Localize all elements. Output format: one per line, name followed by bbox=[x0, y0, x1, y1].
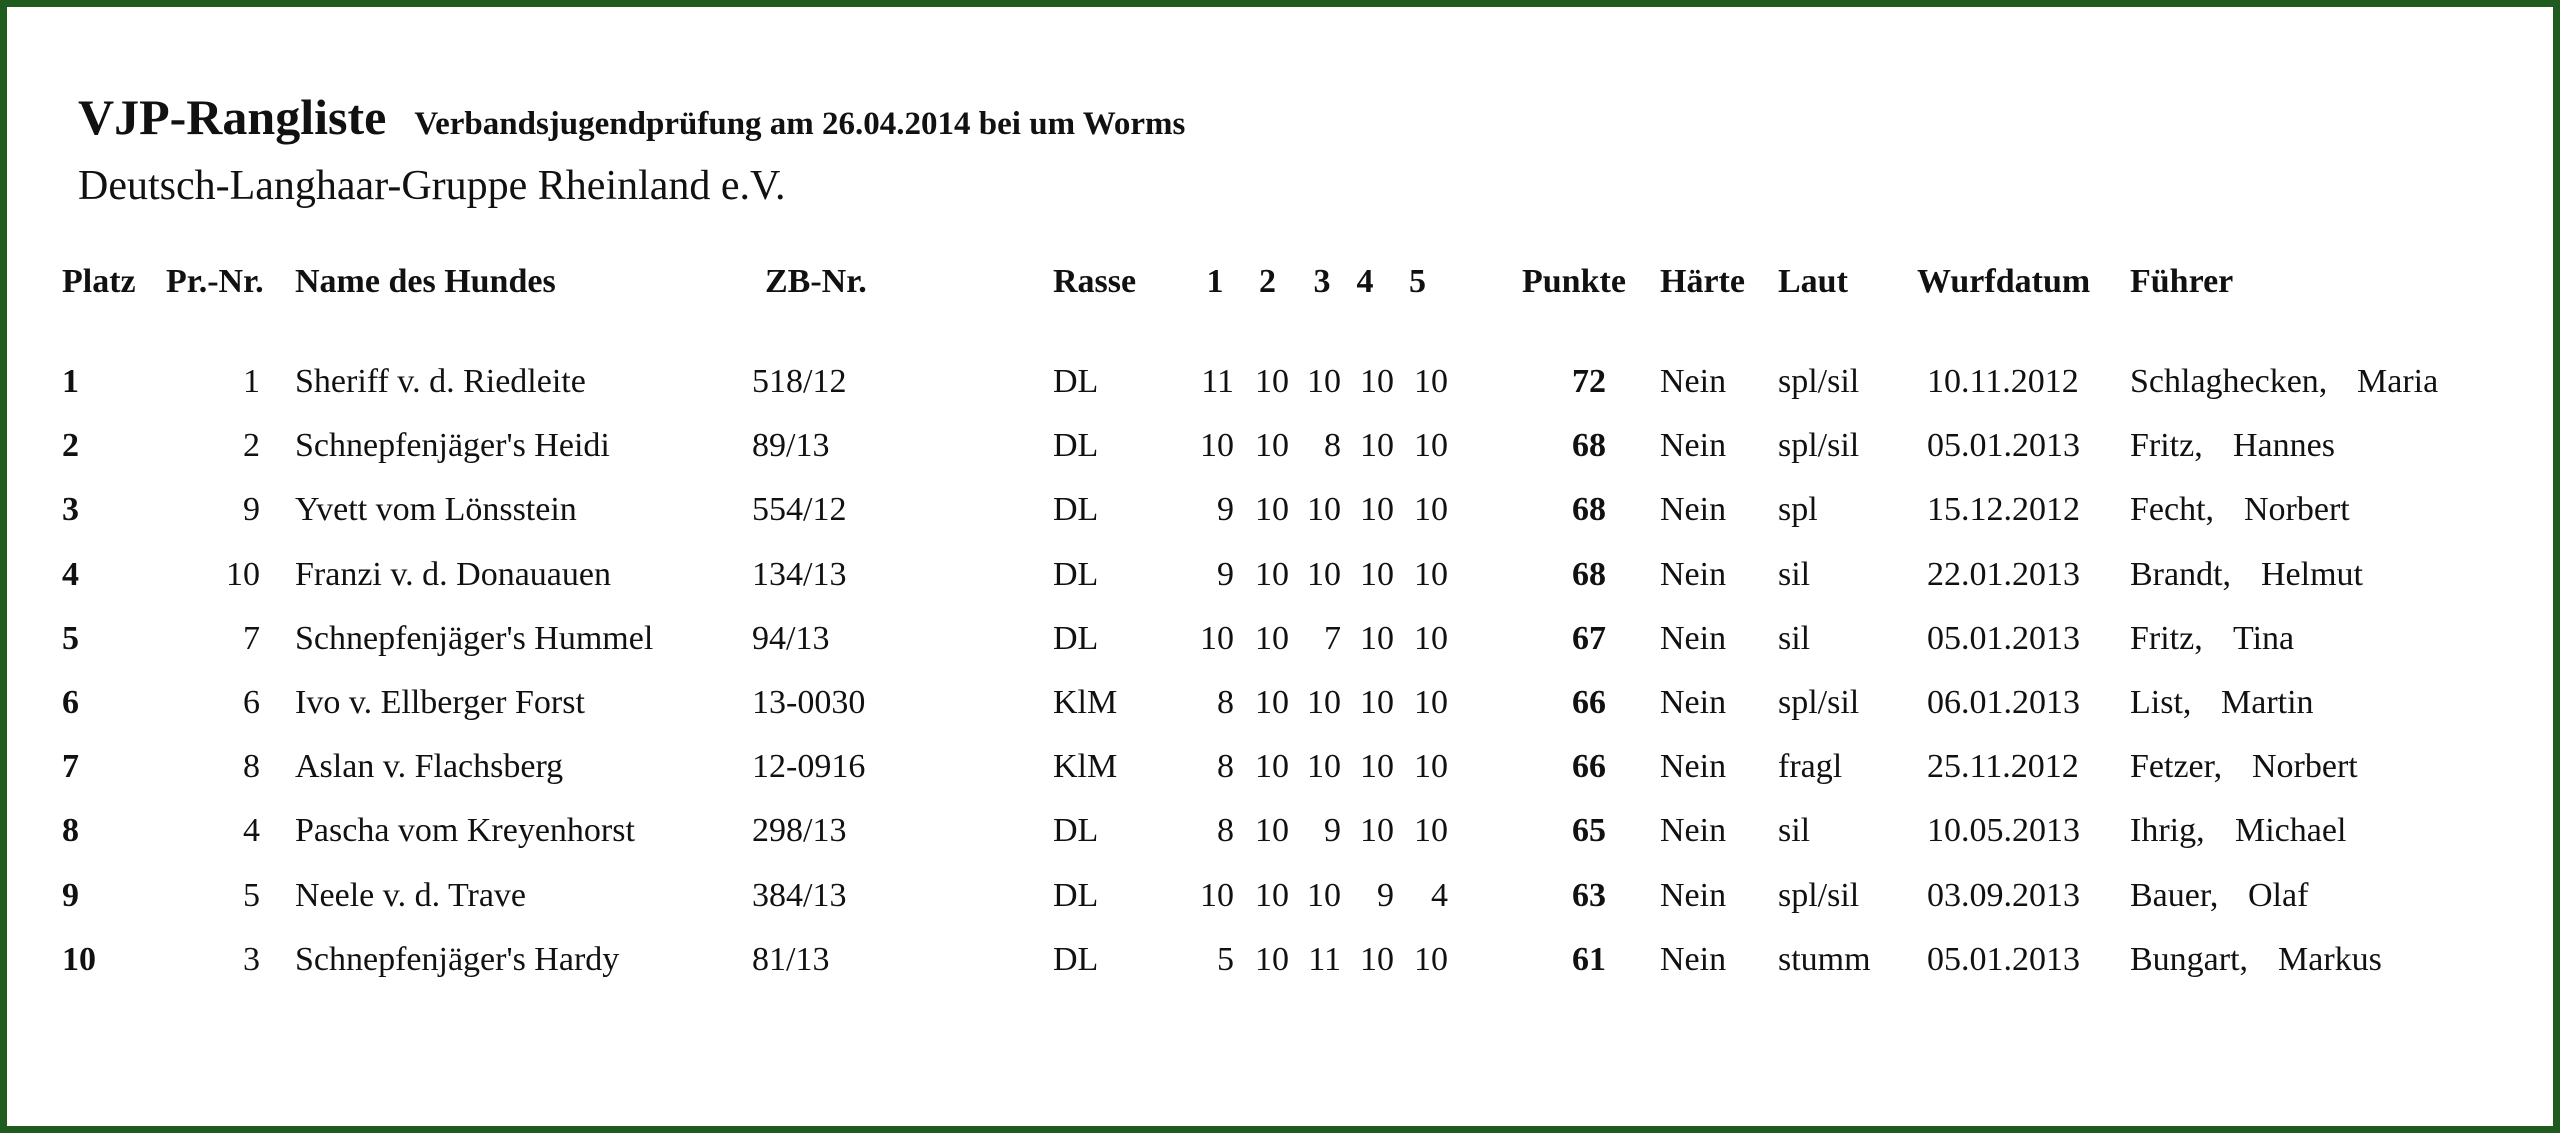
cell-f3: 10 bbox=[1307, 556, 1341, 593]
cell-fuehrer-first: Maria bbox=[2357, 363, 2439, 400]
cell-fuehrer-last: Bungart, bbox=[2130, 941, 2249, 978]
cell-f4: 10 bbox=[1360, 812, 1394, 849]
column-header-zbnr: ZB-Nr. bbox=[765, 263, 867, 300]
cell-fuehrer-last: Schlaghecken, bbox=[2130, 363, 2328, 400]
cell-f2: 10 bbox=[1255, 748, 1289, 785]
cell-punkte: 66 bbox=[1572, 748, 1606, 785]
cell-f3: 11 bbox=[1308, 941, 1341, 978]
cell-platz: 6 bbox=[62, 684, 79, 721]
column-header-wurfdatum: Wurfdatum bbox=[1917, 263, 2091, 300]
cell-f4: 10 bbox=[1360, 684, 1394, 721]
column-header-fuehrer: Führer bbox=[2130, 263, 2234, 300]
cell-wurfdatum: 10.05.2013 bbox=[1927, 812, 2080, 849]
cell-fuehrer-last: Brandt, bbox=[2130, 556, 2232, 593]
cell-haerte: Nein bbox=[1660, 556, 1727, 593]
cell-laut: fragl bbox=[1778, 748, 1843, 785]
cell-platz: 2 bbox=[62, 427, 79, 464]
cell-rasse: DL bbox=[1053, 941, 1099, 978]
cell-laut: sil bbox=[1778, 620, 1811, 657]
cell-f1: 8 bbox=[1217, 748, 1234, 785]
column-header-rasse: Rasse bbox=[1053, 263, 1137, 300]
cell-fuehrer-first: Olaf bbox=[2248, 877, 2309, 914]
cell-fuehrer-first: Helmut bbox=[2261, 556, 2363, 593]
column-header-haerte: Härte bbox=[1660, 263, 1745, 300]
cell-f1: 10 bbox=[1200, 427, 1234, 464]
cell-f2: 10 bbox=[1255, 812, 1289, 849]
cell-zbnr: 89/13 bbox=[752, 427, 830, 464]
cell-haerte: Nein bbox=[1660, 812, 1727, 849]
cell-fuehrer-last: Fritz, bbox=[2130, 620, 2203, 657]
cell-prnr: 3 bbox=[243, 941, 260, 978]
cell-laut: spl/sil bbox=[1778, 363, 1860, 400]
cell-f5: 10 bbox=[1414, 812, 1448, 849]
cell-rasse: DL bbox=[1053, 363, 1099, 400]
cell-fuehrer-last: Fecht, bbox=[2130, 491, 2215, 528]
cell-name: Aslan v. Flachsberg bbox=[295, 748, 564, 785]
column-header-f1: 1 bbox=[1206, 263, 1224, 300]
cell-f5: 10 bbox=[1414, 941, 1448, 978]
cell-laut: spl/sil bbox=[1778, 427, 1860, 464]
cell-fuehrer-first: Martin bbox=[2221, 684, 2314, 721]
cell-punkte: 66 bbox=[1572, 684, 1606, 721]
cell-zbnr: 12-0916 bbox=[752, 748, 866, 785]
cell-wurfdatum: 05.01.2013 bbox=[1927, 427, 2080, 464]
cell-f1: 5 bbox=[1217, 941, 1234, 978]
cell-name: Yvett vom Lönsstein bbox=[295, 491, 577, 528]
cell-name: Franzi v. d. Donauauen bbox=[295, 556, 611, 593]
cell-zbnr: 298/13 bbox=[752, 812, 847, 849]
cell-f1: 8 bbox=[1217, 812, 1234, 849]
cell-wurfdatum: 10.11.2012 bbox=[1927, 363, 2079, 400]
page-subtitle: Verbandsjugendprüfung am 26.04.2014 bei um Worms bbox=[414, 106, 1186, 142]
cell-haerte: Nein bbox=[1660, 941, 1727, 978]
cell-rasse: DL bbox=[1053, 491, 1099, 528]
cell-laut: spl bbox=[1778, 491, 1818, 528]
cell-prnr: 6 bbox=[243, 684, 260, 721]
cell-f3: 10 bbox=[1307, 748, 1341, 785]
cell-f5: 10 bbox=[1414, 427, 1448, 464]
cell-f5: 10 bbox=[1414, 491, 1448, 528]
column-header-f5: 5 bbox=[1409, 263, 1426, 300]
cell-punkte: 67 bbox=[1572, 620, 1606, 657]
cell-fuehrer-first: Markus bbox=[2278, 941, 2382, 978]
cell-f2: 10 bbox=[1255, 877, 1289, 914]
cell-f4: 10 bbox=[1360, 941, 1394, 978]
cell-zbnr: 81/13 bbox=[752, 941, 830, 978]
cell-prnr: 10 bbox=[226, 556, 260, 593]
column-header-platz: Platz bbox=[62, 263, 136, 300]
cell-haerte: Nein bbox=[1660, 427, 1727, 464]
cell-f5: 10 bbox=[1414, 748, 1448, 785]
cell-f5: 4 bbox=[1431, 877, 1448, 914]
cell-f2: 10 bbox=[1255, 556, 1289, 593]
cell-laut: sil bbox=[1778, 812, 1811, 849]
cell-f3: 10 bbox=[1307, 877, 1341, 914]
cell-f1: 10 bbox=[1200, 877, 1234, 914]
cell-f2: 10 bbox=[1255, 363, 1289, 400]
cell-name: Ivo v. Ellberger Forst bbox=[295, 684, 585, 721]
cell-prnr: 9 bbox=[243, 491, 260, 528]
cell-zbnr: 94/13 bbox=[752, 620, 830, 657]
cell-wurfdatum: 03.09.2013 bbox=[1927, 877, 2080, 914]
cell-zbnr: 384/13 bbox=[752, 877, 847, 914]
cell-fuehrer-first: Michael bbox=[2235, 812, 2347, 849]
cell-haerte: Nein bbox=[1660, 620, 1727, 657]
cell-f3: 8 bbox=[1324, 427, 1341, 464]
cell-f3: 7 bbox=[1324, 620, 1341, 657]
column-header-f4: 4 bbox=[1356, 263, 1374, 300]
cell-laut: stumm bbox=[1778, 941, 1871, 978]
cell-f5: 10 bbox=[1414, 620, 1448, 657]
cell-punkte: 61 bbox=[1572, 941, 1606, 978]
cell-fuehrer-last: Bauer, bbox=[2130, 877, 2219, 914]
cell-f5: 10 bbox=[1414, 684, 1448, 721]
cell-fuehrer-first: Norbert bbox=[2244, 491, 2350, 528]
cell-f4: 9 bbox=[1377, 877, 1394, 914]
cell-prnr: 7 bbox=[243, 620, 260, 657]
cell-platz: 9 bbox=[62, 877, 79, 914]
cell-fuehrer-last: List, bbox=[2130, 684, 2192, 721]
column-header-f3: 3 bbox=[1313, 263, 1331, 300]
cell-f4: 10 bbox=[1360, 748, 1394, 785]
cell-platz: 10 bbox=[62, 941, 96, 978]
cell-prnr: 8 bbox=[243, 748, 260, 785]
cell-f4: 10 bbox=[1360, 363, 1394, 400]
cell-fuehrer-last: Fetzer, bbox=[2130, 748, 2223, 785]
cell-f5: 10 bbox=[1414, 363, 1448, 400]
cell-name: Sheriff v. d. Riedleite bbox=[295, 363, 586, 400]
cell-rasse: DL bbox=[1053, 877, 1099, 914]
title-line bbox=[78, 88, 1185, 146]
cell-name: Schnepfenjäger's Hummel bbox=[295, 620, 654, 657]
column-header-laut: Laut bbox=[1778, 263, 1848, 300]
cell-rasse: DL bbox=[1053, 620, 1099, 657]
cell-haerte: Nein bbox=[1660, 491, 1727, 528]
column-header-punkte: Punkte bbox=[1522, 263, 1626, 300]
cell-rasse: DL bbox=[1053, 427, 1099, 464]
cell-wurfdatum: 15.12.2012 bbox=[1927, 491, 2080, 528]
cell-fuehrer-first: Hannes bbox=[2233, 427, 2335, 464]
cell-fuehrer-first: Norbert bbox=[2252, 748, 2358, 785]
cell-rasse: DL bbox=[1053, 812, 1099, 849]
cell-wurfdatum: 05.01.2013 bbox=[1927, 941, 2080, 978]
cell-f2: 10 bbox=[1255, 427, 1289, 464]
cell-platz: 1 bbox=[62, 363, 79, 400]
cell-haerte: Nein bbox=[1660, 684, 1727, 721]
cell-f5: 10 bbox=[1414, 556, 1448, 593]
cell-platz: 3 bbox=[62, 491, 79, 528]
page-title: VJP-Rangliste bbox=[78, 89, 387, 145]
cell-name: Schnepfenjäger's Heidi bbox=[295, 427, 610, 464]
cell-f1: 9 bbox=[1217, 556, 1234, 593]
cell-rasse: KlM bbox=[1053, 748, 1118, 785]
cell-haerte: Nein bbox=[1660, 748, 1727, 785]
column-header-name: Name des Hundes bbox=[295, 263, 556, 300]
cell-f2: 10 bbox=[1255, 684, 1289, 721]
cell-f3: 10 bbox=[1307, 684, 1341, 721]
cell-haerte: Nein bbox=[1660, 877, 1727, 914]
cell-name: Neele v. d. Trave bbox=[295, 877, 527, 914]
cell-punkte: 65 bbox=[1572, 812, 1606, 849]
cell-rasse: KlM bbox=[1053, 684, 1118, 721]
cell-zbnr: 518/12 bbox=[752, 363, 847, 400]
cell-laut: spl/sil bbox=[1778, 877, 1860, 914]
organization-name: Deutsch-Langhaar-Gruppe Rheinland e.V. bbox=[78, 163, 786, 209]
cell-prnr: 2 bbox=[243, 427, 260, 464]
cell-zbnr: 554/12 bbox=[752, 491, 847, 528]
cell-wurfdatum: 05.01.2013 bbox=[1927, 620, 2080, 657]
cell-fuehrer-last: Ihrig, bbox=[2130, 812, 2205, 849]
column-header-f2: 2 bbox=[1259, 263, 1276, 300]
cell-platz: 7 bbox=[62, 748, 79, 785]
cell-rasse: DL bbox=[1053, 556, 1099, 593]
cell-platz: 8 bbox=[62, 812, 79, 849]
cell-name: Schnepfenjäger's Hardy bbox=[295, 941, 620, 978]
cell-platz: 5 bbox=[62, 620, 79, 657]
cell-f3: 9 bbox=[1324, 812, 1341, 849]
cell-f4: 10 bbox=[1360, 491, 1394, 528]
cell-haerte: Nein bbox=[1660, 363, 1727, 400]
cell-punkte: 72 bbox=[1572, 363, 1606, 400]
cell-wurfdatum: 22.01.2013 bbox=[1927, 556, 2080, 593]
cell-zbnr: 134/13 bbox=[752, 556, 847, 593]
cell-punkte: 63 bbox=[1572, 877, 1606, 914]
cell-laut: sil bbox=[1778, 556, 1811, 593]
cell-wurfdatum: 25.11.2012 bbox=[1927, 748, 2079, 785]
cell-punkte: 68 bbox=[1572, 427, 1606, 464]
cell-prnr: 5 bbox=[243, 877, 260, 914]
cell-laut: spl/sil bbox=[1778, 684, 1860, 721]
cell-f4: 10 bbox=[1360, 427, 1394, 464]
cell-platz: 4 bbox=[62, 556, 79, 593]
cell-f1: 10 bbox=[1200, 620, 1234, 657]
cell-prnr: 1 bbox=[243, 363, 260, 400]
cell-f3: 10 bbox=[1307, 491, 1341, 528]
cell-wurfdatum: 06.01.2013 bbox=[1927, 684, 2080, 721]
cell-fuehrer-first: Tina bbox=[2233, 620, 2295, 657]
cell-f3: 10 bbox=[1307, 363, 1341, 400]
cell-f2: 10 bbox=[1255, 941, 1289, 978]
cell-f4: 10 bbox=[1360, 556, 1394, 593]
cell-f1: 9 bbox=[1217, 491, 1234, 528]
cell-f2: 10 bbox=[1255, 491, 1289, 528]
cell-f1: 8 bbox=[1217, 684, 1234, 721]
cell-f1: 11 bbox=[1201, 363, 1234, 400]
cell-f4: 10 bbox=[1360, 620, 1394, 657]
cell-punkte: 68 bbox=[1572, 491, 1606, 528]
cell-fuehrer-last: Fritz, bbox=[2130, 427, 2203, 464]
cell-name: Pascha vom Kreyenhorst bbox=[295, 812, 635, 849]
column-header-prnr: Pr.-Nr. bbox=[166, 263, 264, 300]
cell-punkte: 68 bbox=[1572, 556, 1606, 593]
cell-f2: 10 bbox=[1255, 620, 1289, 657]
cell-zbnr: 13-0030 bbox=[752, 684, 866, 721]
cell-prnr: 4 bbox=[243, 812, 260, 849]
